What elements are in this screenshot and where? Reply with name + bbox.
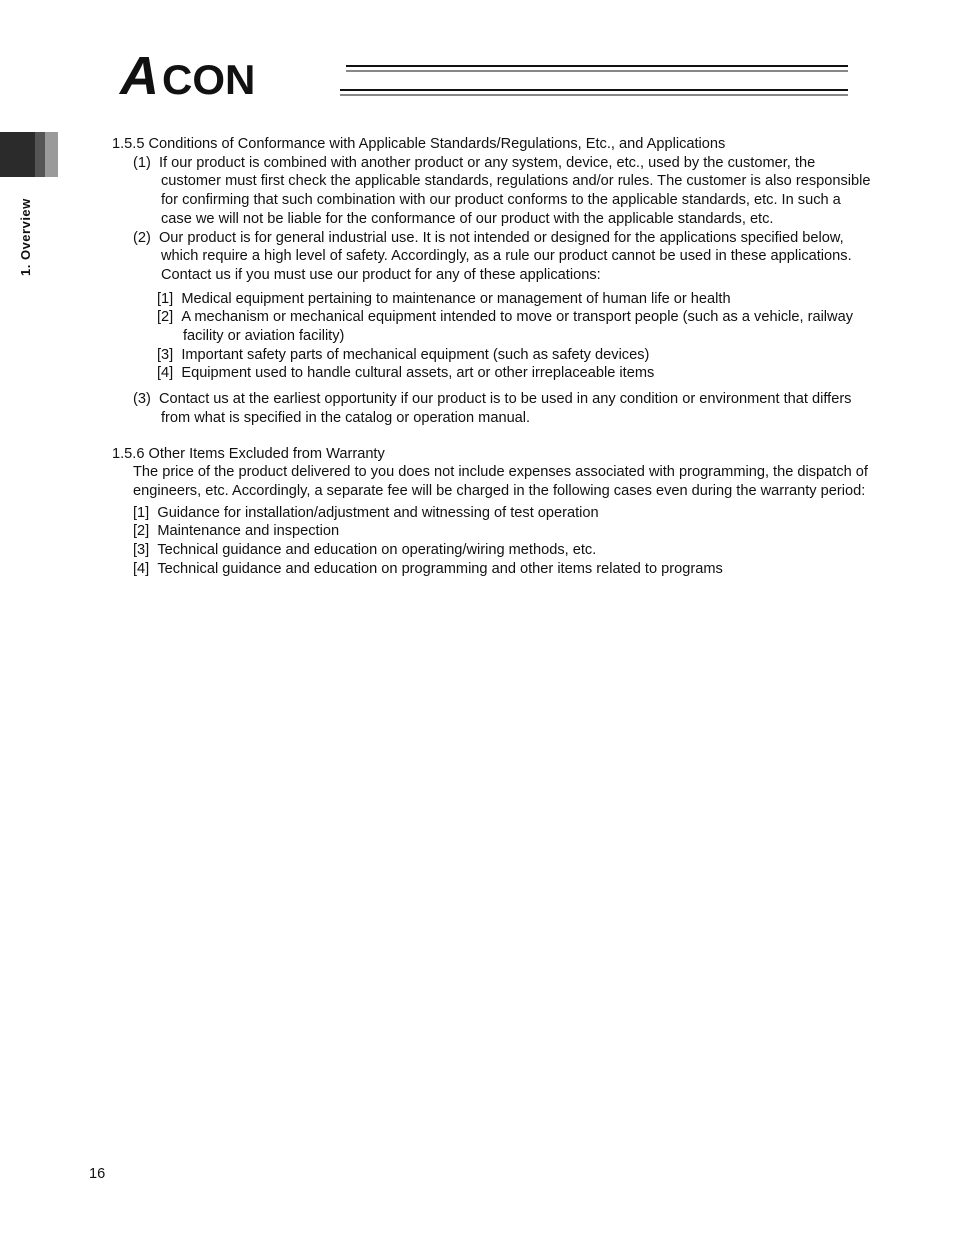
list-item: [1] Guidance for installation/adjustment and witnessing of test operation: [133, 504, 599, 521]
list-item: [4] Technical guidance and education on programming and other items related to programs: [133, 560, 723, 577]
list-item: (1) If our product is combined with another product or any system, device, etc., used by the customer, the customer must first check the applicable standards, regulations and/or rules. The customer is also responsible for confirming that such combination with our product conforms to the applicable standards, etc. In such a case we will not be liable for the conformance of our product with the applicable standards, etc.: [133, 154, 871, 227]
sub-list-item: [3] Important safety parts of mechanical equipment (such as safety devices): [157, 346, 650, 363]
list-item: (3) Contact us at the earliest opportunity if our product is to be used in any condition or environment that differs from what is specified in the catalog or operation manual.: [133, 391, 852, 426]
warranty-paragraph: The price of the product delivered to you does not include expenses associated with programming, the dispatch of engineers, etc. Accordingly, a separate fee will be charged in the following cases even during the warranty period:: [133, 464, 868, 499]
chapter-tab: [0, 132, 58, 177]
logo-letters-con: CON: [162, 56, 256, 102]
sub-list-item: [4] Equipment used to handle cultural assets, art or other irreplaceable items: [157, 365, 655, 382]
list-item: [3] Technical guidance and education on operating/wiring methods, etc.: [133, 542, 597, 559]
warranty-list: [112, 504, 872, 579]
list-item: [2] Maintenance and inspection: [133, 523, 340, 540]
chapter-label: 1. Overview: [18, 198, 33, 276]
section-heading-1-5-6: 1.5.6 Other Items Excluded from Warranty: [112, 445, 385, 462]
sub-list-item: [2] A mechanism or mechanical equipment intended to move or transport people (such as a vehicle, railway facility or aviation facility): [157, 309, 854, 345]
section-heading-1-5-5: 1.5.5 Conditions of Conformance with Applicable Standards/Regulations, Etc., and Applications: [112, 136, 726, 152]
logo-letter-a: A: [120, 50, 159, 102]
page-content: [112, 135, 872, 578]
page-number: 16: [89, 1166, 106, 1182]
sub-list: [112, 290, 872, 384]
acon-logo: [118, 50, 850, 102]
sub-list-item: [1] Medical equipment pertaining to maintenance or management of human life or health: [157, 290, 731, 307]
list-item: (2) Our product is for general industrial use. It is not intended or designed for the applications specified below, which require a high level of safety. Accordingly, as a rule our product cannot be used in these applications. Contact us if you must use our product for any of these applications:: [133, 229, 852, 283]
